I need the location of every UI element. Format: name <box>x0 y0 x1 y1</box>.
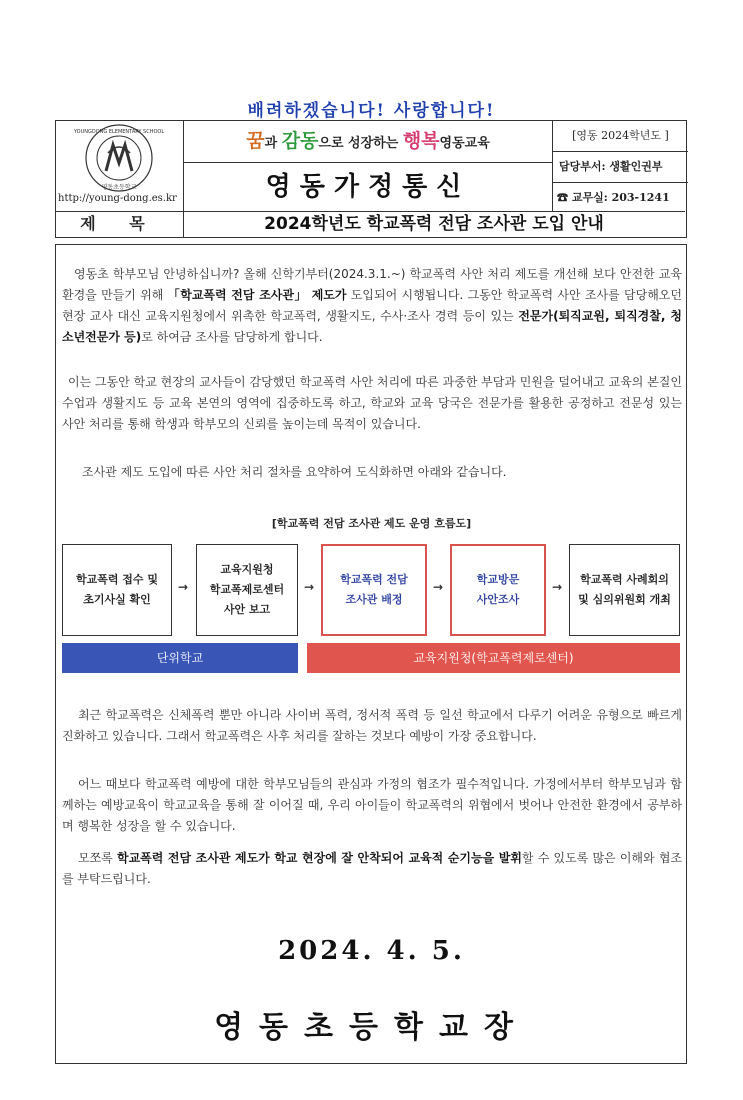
slogan-part: 과 <box>264 136 282 151</box>
motto: 배려하겠습니다! 사랑합니다! <box>247 101 496 121</box>
intro-text: 도입되어 시행됩니다. 그동안 학교폭력 사안 조사를 담당해오던 현장 교사 대신 교육지원청에서 위촉한 학교폭력, 생활지도, 수사·조사 경력 등이 있는 <box>62 288 682 323</box>
flow-step-line: 초기사실 확인 <box>83 593 151 606</box>
slogan-part: 으로 성장하는 <box>318 136 403 151</box>
intro-emphasis-system: 「학교폭력 전담 조사관」 제도가 <box>167 288 347 302</box>
logo-cell <box>56 121 184 211</box>
paragraph-intro <box>62 264 682 348</box>
flow-step-line: 사안조사 <box>476 593 520 606</box>
slogan-word-dream: 꿈 <box>246 130 265 152</box>
subject-label: 제 목 <box>56 212 184 238</box>
flow-step-school-visit <box>450 544 546 636</box>
flow-step-line: 학교방문 <box>476 573 520 586</box>
flow-step-report <box>62 544 172 636</box>
intro-text: 로 하여금 조사를 담당하게 합니다. <box>141 330 323 344</box>
slogan-part: 영동교육 <box>439 136 490 151</box>
bar-school: 단위학교 <box>62 643 298 673</box>
paragraph-purpose: 이는 그동안 학교 현장의 교사들이 감당했던 학교폭력 사안 처리에 따른 과중한 부담과 민원을 덜어내고 교육의 본질인 수업과 생활지도 등 교육 본연의 영역에 집중하도록 하고, 학교와 교육 당국은 전문가를 활용한 공정하고 전문성 있는 사안 처리를 통해 학생과 학부모의 신뢰를 높이는데 목적이 있습니다. <box>62 375 682 431</box>
newsletter-title: 영동가정통신 <box>265 172 471 202</box>
intro-text: 영동초 학부모님 안녕하십니까? 올해 신학기부터(2024.3.1.~) 학교폭력 사안 처리 제도를 개선해 보다 안전한 교육환경을 만들기 위해 <box>62 267 682 302</box>
principal-signature: 영동초등학교장 <box>214 1010 529 1045</box>
paragraph-trend: 최근 학교폭력은 신체폭력 뿐만 아니라 사이버 폭력, 정서적 폭력 등 일선 학교에서 다루기 어려운 유형으로 빠르게 진화하고 있습니다. 그래서 학교폭력은 사후 처리를 잘하는 것보다 예방이 가장 중요합니다. <box>62 708 682 743</box>
closing-text: 할 수 있도록 많은 이해와 협조를 부탁드립니다. <box>62 851 682 886</box>
issue-label: [영동 2024학년도 ] <box>553 121 688 152</box>
flowchart-title: [학교폭력 전담 조사관 제도 운영 흐름도] <box>271 517 472 530</box>
flow-step-line: 사안 보고 <box>223 603 271 616</box>
flow-arrow-icon: → <box>178 580 189 594</box>
issue-date: 2024. 4. 5. <box>278 936 465 966</box>
school-logo <box>73 123 165 193</box>
flow-step-line: 학교폭력 접수 및 <box>75 573 159 586</box>
flow-step-line: 및 심의위원회 개최 <box>578 593 671 606</box>
paragraph-procedure: 조사관 제도 도입에 따른 사안 처리 절차를 요약하여 도식화하면 아래와 같습니다. <box>82 465 507 479</box>
logo-text: YOUNGDONG ELEMENTARY SCHOOL <box>73 129 165 135</box>
paragraph-cooperation: 어느 때보다 학교폭력 예방에 대한 학부모님들의 관심과 가정의 협조가 필수적입니다. 가정에서부터 학부모님과 함께하는 예방교육이 학교교육을 통해 잘 이어질 때, 우리 아이들이 학교폭력의 위협에서 벗어나 안전한 환경에서 공부하며 행복한 성장을 할 수 있습니다. <box>62 777 682 833</box>
slogan-word-happiness: 행복 <box>402 130 440 152</box>
flow-arrow-icon: → <box>433 580 444 594</box>
phone-label: ☎ 교무실: 203-1241 <box>557 191 670 204</box>
subject-text: 2024학년도 학교폭력 전담 조사관 도입 안내 <box>264 214 604 234</box>
bar-education-office: 교육지원청(학교폭력제로센터) <box>307 643 680 673</box>
flow-step-line: 교육지원청 <box>220 563 274 576</box>
slogan-word-emotion: 감동 <box>281 130 319 152</box>
closing-emphasis: 학교폭력 전담 조사관 제도가 학교 현장에 잘 안착되어 교육적 순기능을 발휘 <box>116 851 522 865</box>
flow-arrow-icon: → <box>552 580 563 594</box>
flow-step-line: 학교폭력 사례회의 <box>580 573 669 586</box>
slogan <box>184 121 552 163</box>
flow-step-line: 학교폭력 전담 <box>340 573 408 586</box>
flow-step-office-report <box>196 544 298 636</box>
subject-row <box>56 211 685 237</box>
paragraph-closing <box>62 848 682 890</box>
flow-arrow-icon: → <box>304 580 315 594</box>
flow-step-investigator-assign <box>321 544 427 636</box>
department-label: 담당부서: 생활인권부 <box>553 152 688 183</box>
newsletter-header <box>55 120 687 238</box>
flow-step-line: 조사관 배정 <box>345 593 403 606</box>
info-cell <box>552 121 688 211</box>
logo-korean: 영동초등학교 <box>101 184 137 191</box>
flow-step-committee <box>569 544 680 636</box>
flow-step-line: 학교폭제로센터 <box>209 583 285 596</box>
intro-emphasis-experts: 전문가(퇴직교원, 퇴직경찰, 청소년전문가 등) <box>62 309 682 344</box>
closing-text: 모쪼록 <box>78 851 117 865</box>
school-url[interactable]: http://young-dong.es.kr <box>58 193 177 204</box>
